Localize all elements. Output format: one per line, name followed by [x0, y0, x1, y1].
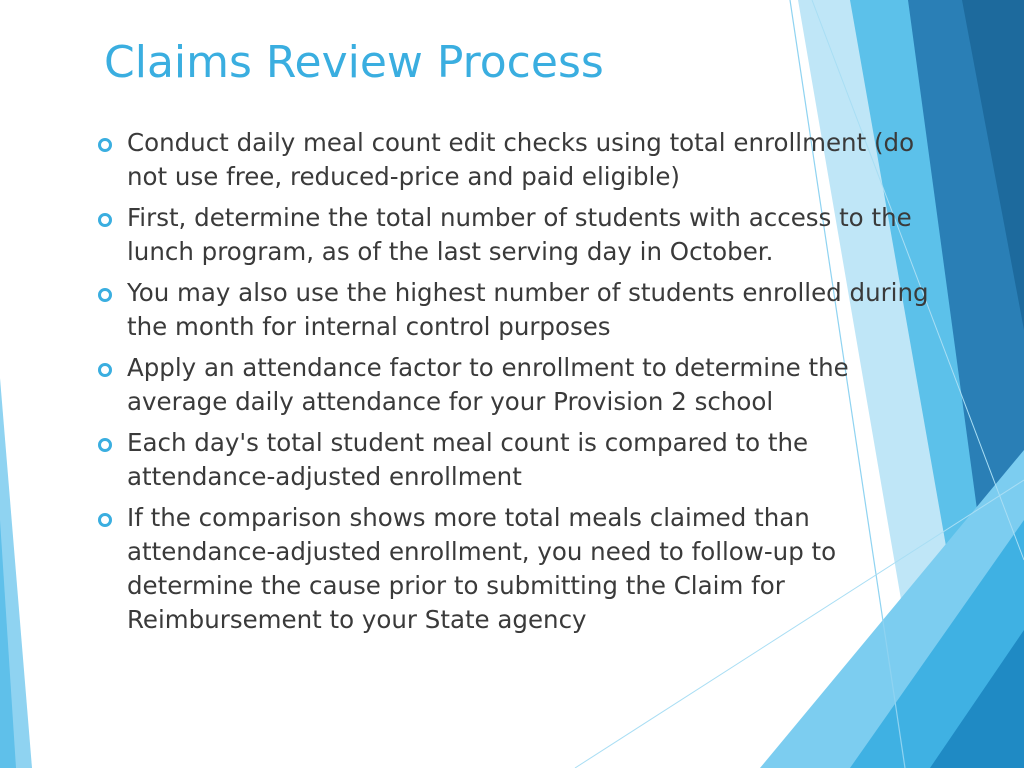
slide-title: Claims Review Process — [104, 37, 604, 88]
bullet-circle-icon — [98, 363, 112, 377]
bullet-circle-icon — [98, 213, 112, 227]
bullet-text: First, determine the total number of students with access to the lunch program, as of the last serving day in October. — [127, 203, 912, 266]
bullet-item — [96, 351, 946, 419]
bullet-circle-icon — [98, 138, 112, 152]
bullet-circle-icon — [98, 288, 112, 302]
bullet-text: If the comparison shows more total meals claimed than attendance-adjusted enrollment, you need to follow-up to determine the cause prior to submitting the Claim for Reimbursement to your State agency — [127, 503, 837, 634]
bullet-circle-icon — [98, 513, 112, 527]
bullet-item — [96, 126, 946, 194]
bullet-item — [96, 201, 946, 269]
bullet-text: Apply an attendance factor to enrollment to determine the average daily attendance for your Provision 2 school — [127, 353, 849, 416]
bullet-circle-icon — [98, 438, 112, 452]
bullet-text: Conduct daily meal count edit checks using total enrollment (do not use free, reduced-price and paid eligible) — [127, 128, 915, 191]
bullet-list — [96, 126, 946, 644]
bullet-item — [96, 501, 946, 637]
bullet-text: Each day's total student meal count is compared to the attendance-adjusted enrollment — [127, 428, 809, 491]
bullet-item — [96, 276, 946, 344]
bullet-text: You may also use the highest number of students enrolled during the month for internal control purposes — [127, 278, 929, 341]
bullet-item — [96, 426, 946, 494]
